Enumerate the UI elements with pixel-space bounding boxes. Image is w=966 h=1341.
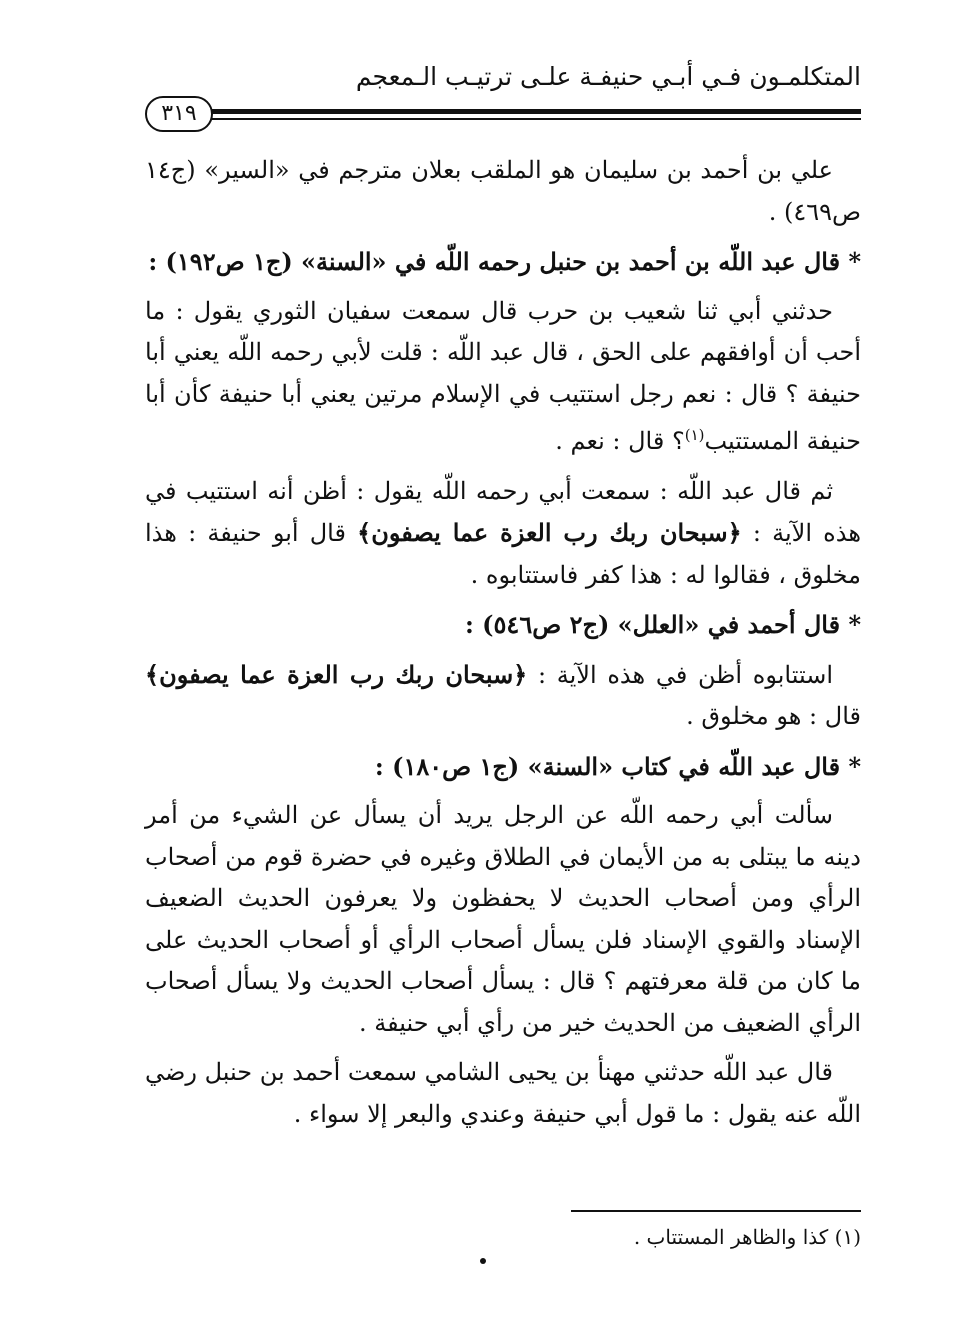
paragraph-5: سألت أبي رحمه اللّه عن الرجل يريد أن يسأل عن الشيء من أمر دينه ما يبتلى به من الأيمان في الطلاق وغيره في حضرة قوم من أصحاب الرأي ومن أصحاب الحديث لا يحفظون ولا يعرفون الحديث الضعيف الإسناد والقوي الإسناد فلن يسأل أصحاب الرأي أو أصحاب الحديث على ما كان من قلة معرفتهم ؟ قال : يسأل أصحاب الحديث ولا يسأل أصحاب الرأي الضعيف من الحديث خير من رأي أبي حنيفة . [145, 801, 861, 1037]
quran-quote-1: ﴿سبحان ربك رب العزة عما يصفون﴾ [357, 518, 742, 547]
section-heading-2: * قال أحمد في «العلل» (ج٢ ص٥٤٦) : [464, 610, 861, 639]
paragraph-6: قال عبد اللّه حدثني مهنأ بن يحيى الشامي سمعت أحمد بن حنبل رضي اللّه عنه يقول : ما قول أبي حنيفة وعندي والبعر إلا سواء . [144, 1058, 861, 1128]
main-text [145, 150, 861, 1143]
section-heading-1: * قال عبد اللّه بن أحمد بن حنبل رحمه اللّه في «السنة» (ج١ ص١٩٢) : [148, 247, 861, 276]
paragraph-2-text: حدثني أبي ثنا شعيب بن حرب قال سمعت سفيان الثوري يقول : ما أحب أن أوافقهم على الحق ، قال عبد اللّه : قلت لأبي رحمه اللّه يعني أبا حنيفة ؟ قال : نعم رجل استتيب في الإسلام مرتين يعني أبا حنيفة كأن أبا حنيفة المستتيب [145, 296, 861, 455]
paragraph-2-end: ؟ قال : نعم . [555, 427, 685, 455]
paragraph-3 [145, 471, 861, 597]
footnote-separator [571, 1210, 861, 1212]
paragraph-4-b: قال : هو مخلوق . [686, 702, 861, 730]
page-mark-dot [480, 1258, 486, 1264]
header-rule-thin [205, 118, 861, 120]
running-header [145, 62, 861, 132]
quran-quote-2: ﴿سبحان ربك رب العزة عما يصفون﴾ [145, 659, 528, 689]
page-number: ٣١٩ [145, 96, 213, 132]
header-rule-thick [205, 109, 861, 114]
paragraph-2 [145, 291, 861, 463]
paragraph-3-b: قال أبو حنيفة : هذا مخلوق ، فقالوا له : هذا كفر فاستتابوه . [145, 519, 861, 589]
paragraph-4-a: استتابوه أظن في هذه الآية : [537, 660, 833, 689]
paragraph-1: علي بن أحمد بن سليمان هو الملقب بعلان مترجم في «السير» (ج١٤ ص٤٦٩) . [145, 156, 861, 226]
footnote-ref: (١) [684, 426, 705, 444]
paragraph-3-a: ثم قال عبد اللّه : سمعت أبي رحمه اللّه يقول : أظن أنه استتيب في هذه الآية : [145, 476, 861, 547]
paragraph-4 [145, 654, 861, 738]
section-heading-3: * قال عبد اللّه في كتاب «السنة» (ج١ ص١٨٠) : [374, 751, 861, 781]
footnote: (١) كذا والظاهر المستتاب . [633, 1225, 861, 1249]
running-title: المتكلمـون فـي أبـي حنيفـة علـى ترتيـب الـمعجم [355, 62, 861, 91]
